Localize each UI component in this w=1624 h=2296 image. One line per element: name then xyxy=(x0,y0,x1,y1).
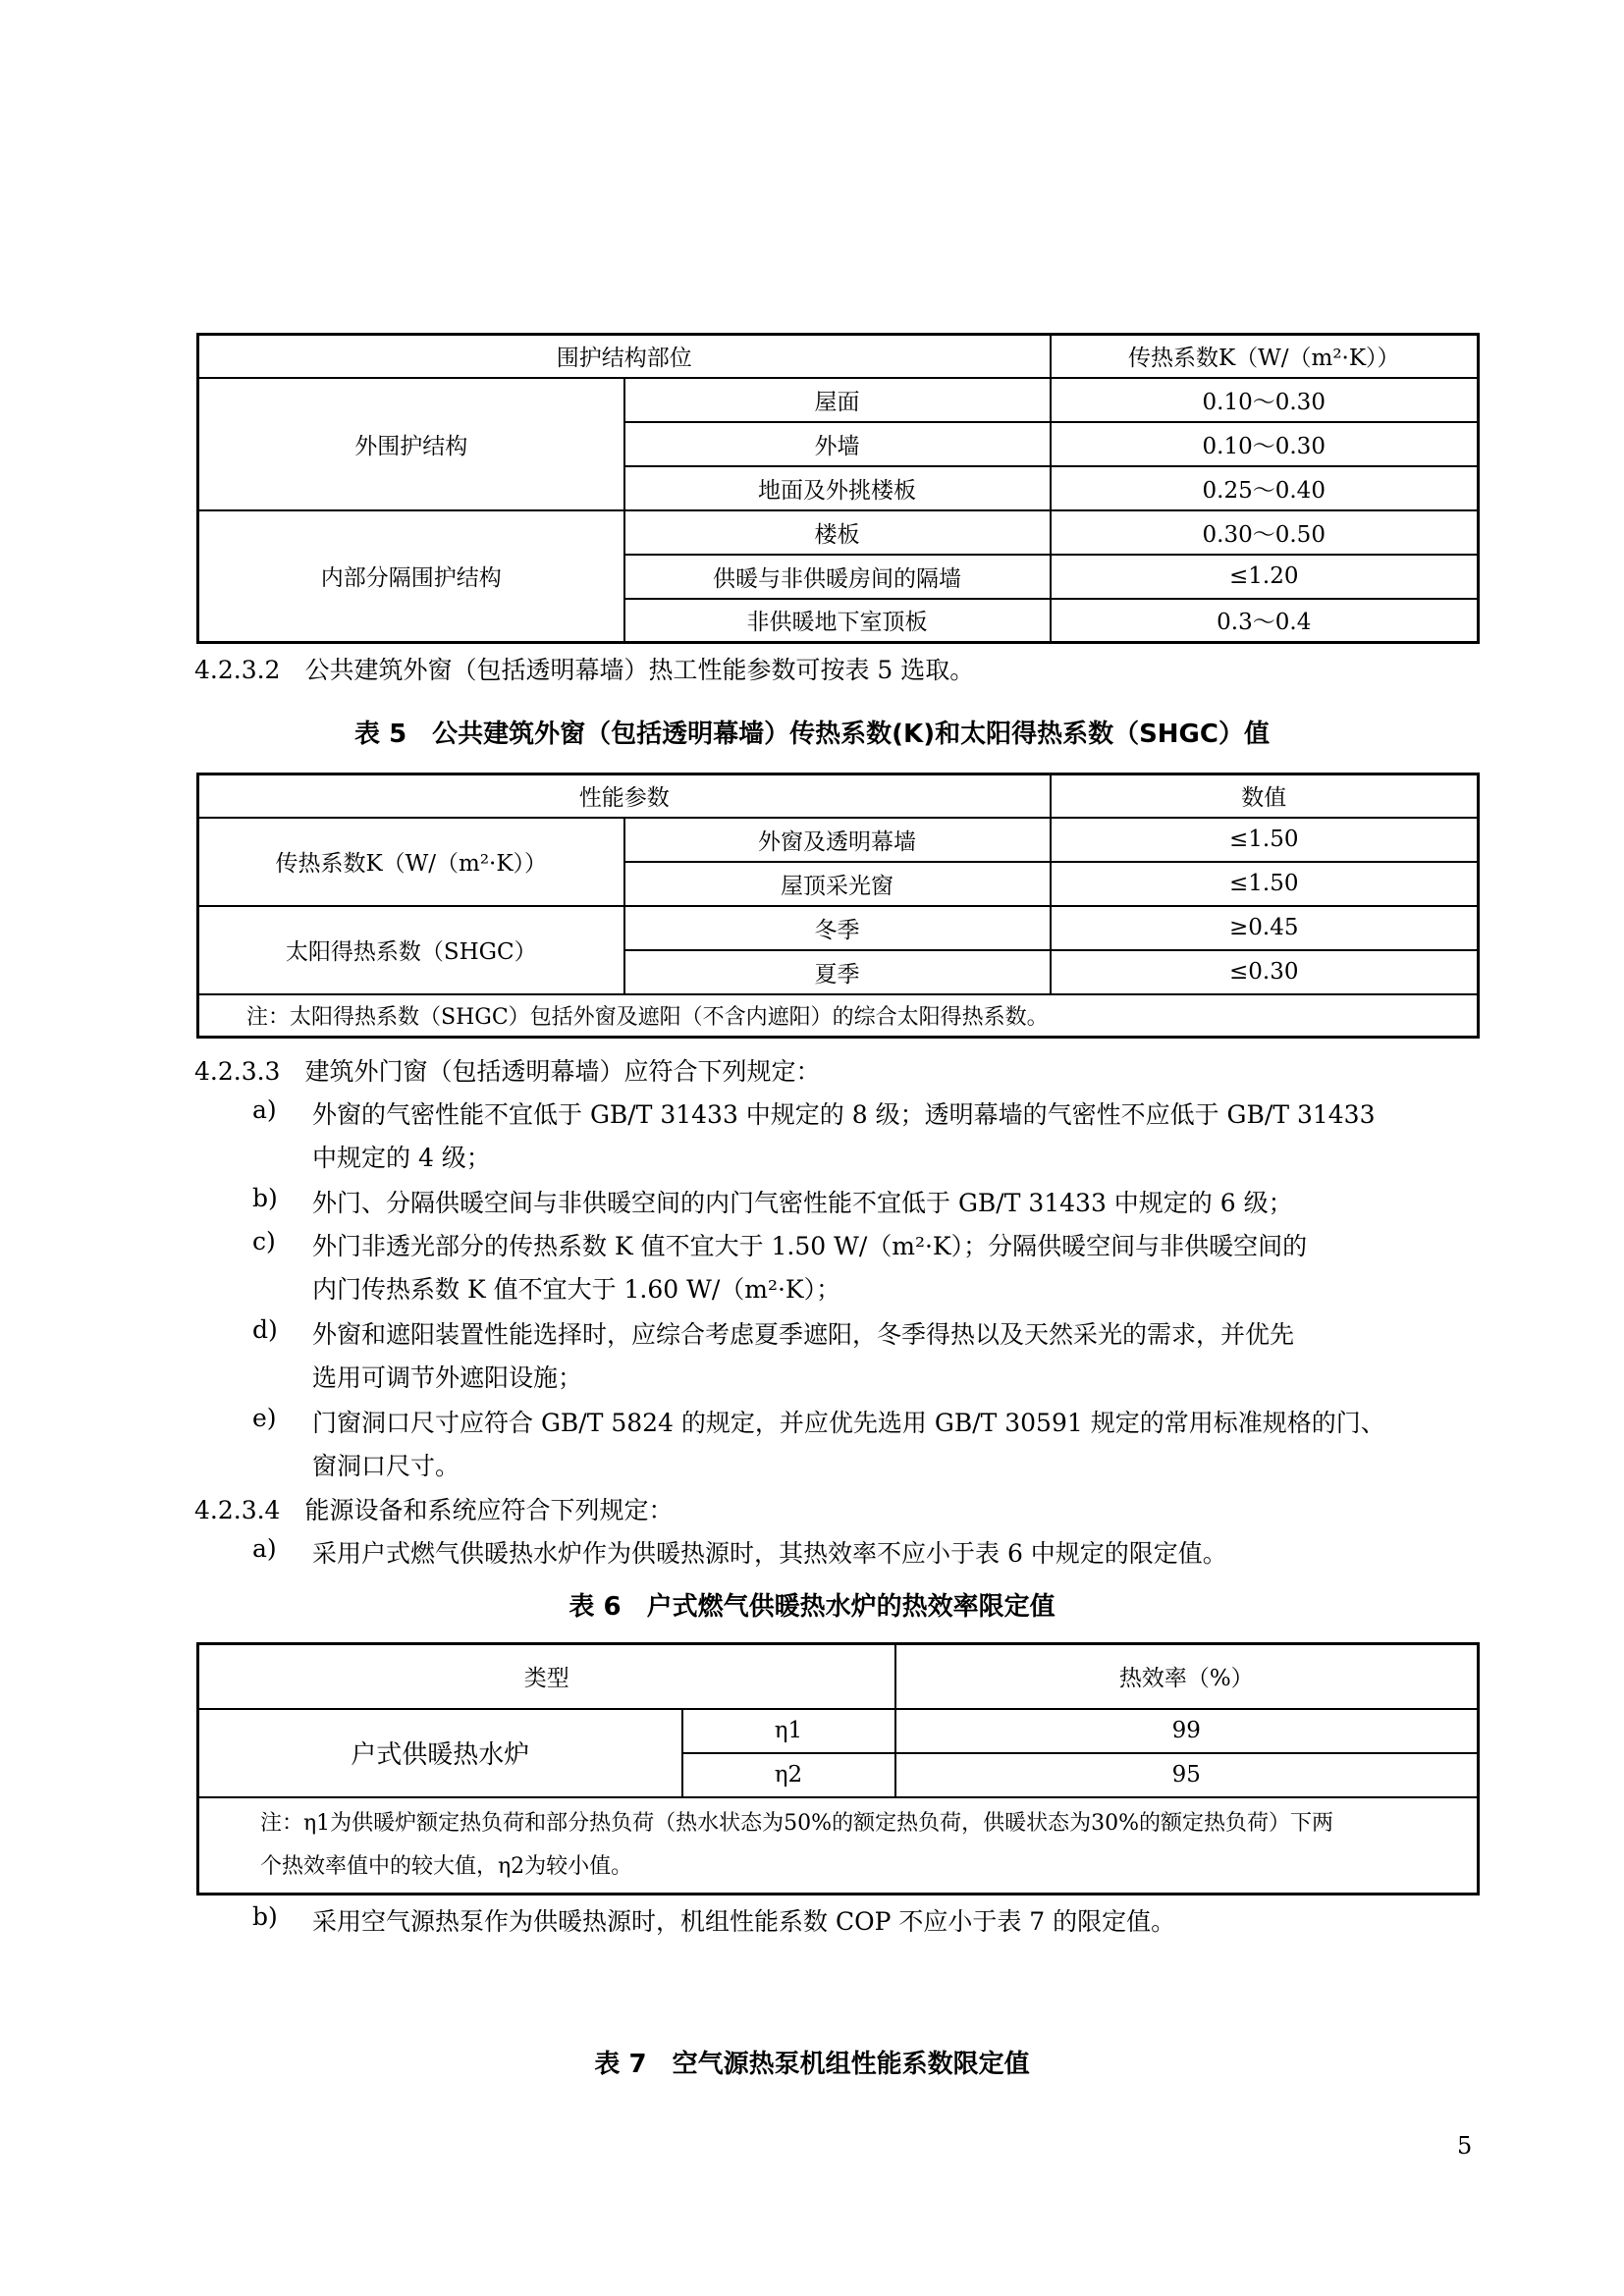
value-cell: ≥0.45 xyxy=(1051,906,1479,950)
header-cell: 类型 xyxy=(198,1644,895,1709)
value-cell: 95 xyxy=(895,1753,1479,1797)
part-cell: 供暖与非供暖房间的隔墙 xyxy=(624,555,1051,599)
table-note: 注：太阳得热系数（SHGC）包括外窗及遮阳（不含内遮阳）的综合太阳得热系数。 xyxy=(198,994,1479,1038)
table-4 xyxy=(196,333,1480,644)
part-cell: 夏季 xyxy=(624,950,1051,994)
part-cell: 非供暖地下室顶板 xyxy=(624,599,1051,643)
part-cell: 冬季 xyxy=(624,906,1051,950)
header-cell: 热效率（%） xyxy=(895,1644,1479,1709)
table-7-caption: 表 7 空气源热泵机组性能系数限定值 xyxy=(594,2050,1030,2079)
part-cell: 外窗及透明幕墙 xyxy=(624,818,1051,862)
table-note-row xyxy=(198,994,1479,1038)
group-cell: 传热系数K（W/（m²·K）） xyxy=(198,818,624,906)
header-cell: 性能参数 xyxy=(198,774,1051,818)
value-cell: ≤1.20 xyxy=(1051,555,1479,599)
list-item-text: 中规定的 4 级； xyxy=(312,1144,491,1172)
value-cell: 0.10～0.30 xyxy=(1051,378,1479,422)
clause-4-2-3-4-title: 4.2.3.4 能源设备和系统应符合下列规定： xyxy=(194,1496,674,1524)
table-row xyxy=(198,378,1479,422)
list-item-text: 选用可调节外遮阳设施； xyxy=(312,1363,583,1392)
list-item-text: 外门非透光部分的传热系数 K 值不宜大于 1.50 W/（m²·K）；分隔供暖空间与非供暖空间的 xyxy=(312,1232,1308,1260)
table-note xyxy=(198,1797,1479,1895)
part-cell: 屋面 xyxy=(624,378,1051,422)
list-item-text: 门窗洞口尺寸应符合 GB/T 5824 的规定，并应优先选用 GB/T 30591 规定的常用标准规格的门、 xyxy=(312,1409,1385,1437)
table-row xyxy=(198,818,1479,862)
table-row xyxy=(198,510,1479,555)
value-cell: ≤1.50 xyxy=(1051,818,1479,862)
group-cell: 户式供暖热水炉 xyxy=(198,1709,682,1797)
header-cell: 传热系数K（W/（m²·K）） xyxy=(1051,335,1479,378)
list-item-text: 外窗的气密性能不宜低于 GB/T 31433 中规定的 8 级；透明幕墙的气密性不应低于 GB/T 31433 xyxy=(312,1100,1376,1129)
list-item-label: b) xyxy=(252,1902,278,1931)
list-item-text: 外门、分隔供暖空间与非供暖空间的内门气密性能不宜低于 GB/T 31433 中规定的 6 级； xyxy=(312,1189,1293,1217)
clause-4-2-3-3-title: 4.2.3.3 建筑外门窗（包括透明幕墙）应符合下列规定： xyxy=(194,1057,821,1086)
page-number: 5 xyxy=(1457,2132,1473,2160)
table-5 xyxy=(196,773,1480,1039)
table-note-line: 注：η1为供暖炉额定热负荷和部分热负荷（热水状态为50%的额定热负荷，供暖状态为30%的额定热负荷）下两 xyxy=(260,1810,1333,1836)
list-item-label: e) xyxy=(252,1404,277,1432)
part-cell: 地面及外挑楼板 xyxy=(624,466,1051,510)
table-note-row xyxy=(198,1797,1479,1895)
table-6 xyxy=(196,1642,1480,1896)
list-item-label: c) xyxy=(252,1227,276,1255)
list-item-text: 采用空气源热泵作为供暖热源时，机组性能系数 COP 不应小于表 7 的限定值。 xyxy=(312,1907,1176,1936)
part-cell: 楼板 xyxy=(624,510,1051,555)
list-item-text: 采用户式燃气供暖热水炉作为供暖热源时，其热效率不应小于表 6 中规定的限定值。 xyxy=(312,1539,1227,1568)
table-header-row xyxy=(198,774,1479,818)
value-cell: ≤1.50 xyxy=(1051,862,1479,906)
clause-4-2-3-2: 4.2.3.2 公共建筑外窗（包括透明幕墙）热工性能参数可按表 5 选取。 xyxy=(194,656,975,684)
part-cell: η1 xyxy=(682,1709,895,1753)
value-cell: 99 xyxy=(895,1709,1479,1753)
group-cell: 外围护结构 xyxy=(198,378,624,510)
value-cell: 0.3～0.4 xyxy=(1051,599,1479,643)
group-cell: 太阳得热系数（SHGC） xyxy=(198,906,624,994)
list-item-label: a) xyxy=(252,1095,277,1124)
list-item-label: b) xyxy=(252,1184,278,1212)
table-note-line: 个热效率值中的较大值，η2为较小值。 xyxy=(260,1853,633,1879)
group-cell: 内部分隔围护结构 xyxy=(198,510,624,643)
table-header-row xyxy=(198,335,1479,378)
table-5-caption: 表 5 公共建筑外窗（包括透明幕墙）传热系数(K)和太阳得热系数（SHGC）值 xyxy=(354,720,1270,749)
part-cell: η2 xyxy=(682,1753,895,1797)
table-header-row xyxy=(198,1644,1479,1709)
table-row xyxy=(198,1709,1479,1753)
table-6-caption: 表 6 户式燃气供暖热水炉的热效率限定值 xyxy=(568,1592,1056,1622)
list-item-text: 内门传热系数 K 值不宜大于 1.60 W/（m²·K）； xyxy=(312,1275,841,1304)
list-item-label: d) xyxy=(252,1315,278,1344)
value-cell: 0.30～0.50 xyxy=(1051,510,1479,555)
list-item-text: 窗洞口尺寸。 xyxy=(312,1452,460,1480)
header-cell: 围护结构部位 xyxy=(198,335,1051,378)
value-cell: ≤0.30 xyxy=(1051,950,1479,994)
table-row xyxy=(198,906,1479,950)
list-item-label: a) xyxy=(252,1534,277,1563)
part-cell: 屋顶采光窗 xyxy=(624,862,1051,906)
part-cell: 外墙 xyxy=(624,422,1051,466)
value-cell: 0.10～0.30 xyxy=(1051,422,1479,466)
list-item-text: 外窗和遮阳装置性能选择时，应综合考虑夏季遮阳，冬季得热以及天然采光的需求，并优先 xyxy=(312,1320,1295,1349)
header-cell: 数值 xyxy=(1051,774,1479,818)
value-cell: 0.25～0.40 xyxy=(1051,466,1479,510)
